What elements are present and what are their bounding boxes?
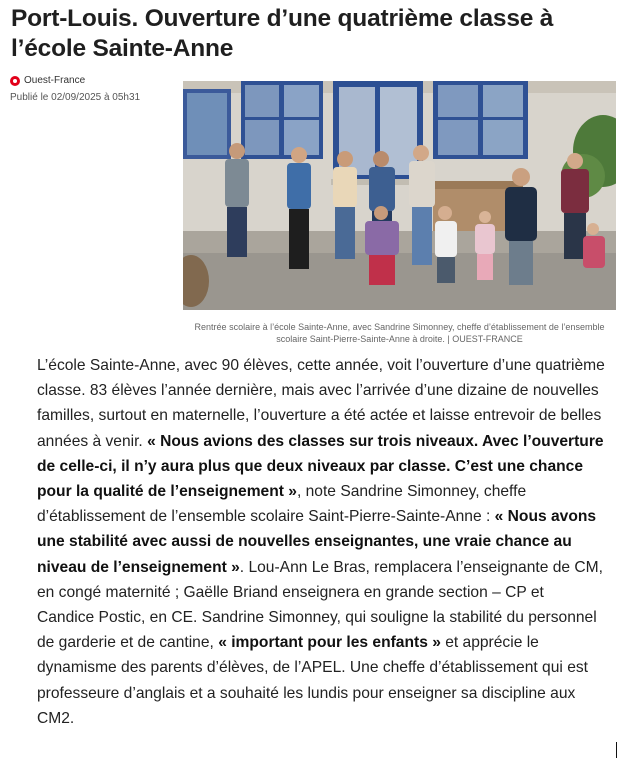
body-text-2: , note Sandrine Simonney, cheffe d’établissement de l’ensemble scolaire Saint-Pierre-Sainte-Anne : [37, 483, 527, 526]
article-title: Port-Louis. Ouverture d’une quatrième classe à l’école Sainte-Anne [11, 5, 554, 62]
quote-3: « important pour les enfants » [218, 634, 441, 652]
article-body [37, 353, 605, 731]
article-photo[interactable] [183, 81, 616, 310]
source-name[interactable]: Ouest-France [24, 75, 86, 86]
body-text-1: L’école Sainte-Anne, avec 90 élèves, cette année, voit l’ouverture d’une quatrième classe. 83 élèves l’année dernière, mais avec l’arrivée d’une dizaine de nouvelles familles, surtout en maternelle, l’ouverture a été actée et laisse entrevoir de belles années à venir. [37, 357, 605, 450]
text-cursor [616, 742, 617, 758]
photo-caption: Rentrée scolaire à l’école Sainte-Anne, avec Sandrine Simonney, cheffe d’établissement de l’ensemble scolaire Saint-Pierre-Sainte-Anne à droite. | OUEST-FRANCE [194, 322, 605, 344]
quote-1: « Nous avions des classes sur trois niveaux. Avec l’ouverture de celle-ci, il n’y aura plus que deux niveaux par classe. C’est une chance pour la qualité de l’enseignement » [37, 432, 604, 501]
ouest-france-logo-icon [10, 76, 20, 86]
body-text-3: . Lou-Ann Le Bras, remplacera l’enseignante de CM, en congé maternité ; Gaëlle Briand enseignera en grande section – CP et Candice Postic, en CE. Sandrine Simonney, qui souligne la stabilité du personnel de garderie et de cantine, [37, 558, 603, 652]
publish-date: Publié le 02/09/2025 à 05h31 [10, 92, 141, 103]
source-line[interactable] [10, 75, 85, 86]
quote-2: « Nous avons une stabilité avec aussi de nouvelles enseignantes, une vraie chance au niveau de l’enseignement » [37, 508, 597, 576]
article-paragraph [37, 353, 605, 731]
body-text-4: et apprécie le dynamisme des parents d’élèves, de l’APEL. Une cheffe d’établissement qui est professeure d’anglais et a souhaité les lundis pour enseigner sa discipline aux CM2. [37, 634, 588, 727]
school-group-photo-icon [183, 81, 616, 310]
